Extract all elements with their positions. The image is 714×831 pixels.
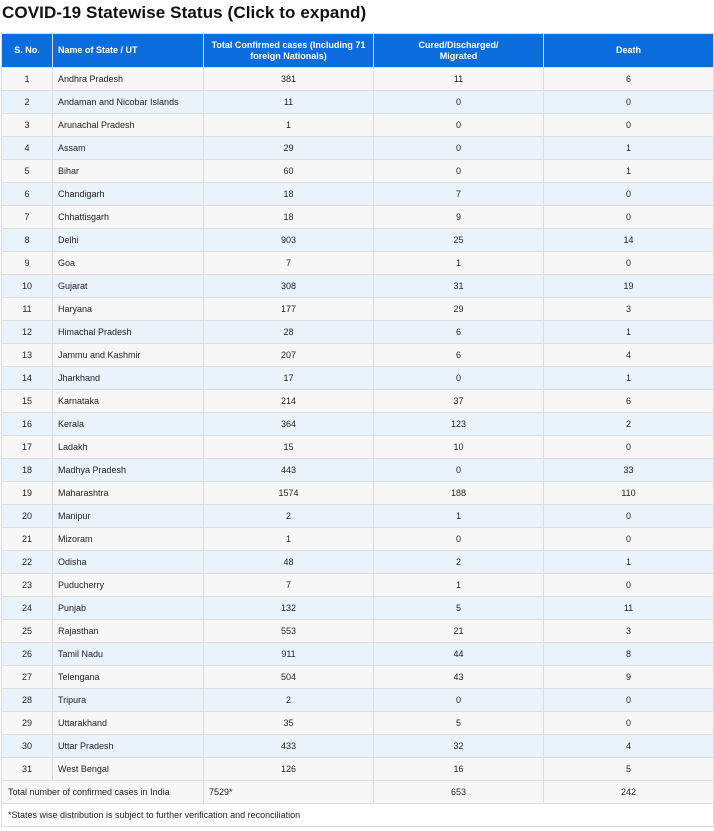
table-row [2,597,714,620]
cell-death: 3 [544,298,714,321]
cell-sno: 9 [2,252,53,275]
cell-sno: 16 [2,413,53,436]
column-header-state-name: Name of State / UT [53,34,204,68]
cell-sno: 21 [2,528,53,551]
cell-state-name: Maharashtra [53,482,204,505]
cell-sno: 13 [2,344,53,367]
cell-state-name: Puducherry [53,574,204,597]
cell-cured: 29 [374,298,544,321]
cell-confirmed: 443 [204,459,374,482]
table-row [2,528,714,551]
cell-death: 2 [544,413,714,436]
cell-death: 0 [544,91,714,114]
cell-cured: 6 [374,321,544,344]
cell-cured: 32 [374,735,544,758]
cell-sno: 5 [2,160,53,183]
cell-confirmed: 308 [204,275,374,298]
cell-death: 1 [544,160,714,183]
cell-state-name: Karnataka [53,390,204,413]
cell-death: 0 [544,436,714,459]
cell-death: 0 [544,689,714,712]
cell-confirmed: 18 [204,183,374,206]
cell-confirmed: 7 [204,252,374,275]
cell-state-name: Goa [53,252,204,275]
table-row [2,735,714,758]
cell-sno: 22 [2,551,53,574]
cell-cured: 2 [374,551,544,574]
cell-sno: 28 [2,689,53,712]
cell-death: 14 [544,229,714,252]
table-row [2,275,714,298]
cell-confirmed: 60 [204,160,374,183]
table-row [2,712,714,735]
cell-confirmed: 48 [204,551,374,574]
cell-sno: 10 [2,275,53,298]
cell-confirmed: 207 [204,344,374,367]
cell-sno: 7 [2,206,53,229]
cell-state-name: Himachal Pradesh [53,321,204,344]
cell-confirmed: 126 [204,758,374,781]
cell-death: 33 [544,459,714,482]
cell-death: 0 [544,114,714,137]
cell-state-name: Jammu and Kashmir [53,344,204,367]
total-cured: 653 [374,781,544,804]
cell-confirmed: 1 [204,114,374,137]
table-row [2,505,714,528]
cell-confirmed: 132 [204,597,374,620]
column-header-death: Death [544,34,714,68]
cell-state-name: Manipur [53,505,204,528]
table-row [2,689,714,712]
table-header-row [2,34,714,68]
cell-cured: 0 [374,137,544,160]
cell-confirmed: 381 [204,68,374,91]
table-row [2,298,714,321]
cell-confirmed: 7 [204,574,374,597]
cell-state-name: Tripura [53,689,204,712]
cell-cured: 6 [374,344,544,367]
column-header-sno: S. No. [2,34,53,68]
cell-state-name: Chhattisgarh [53,206,204,229]
footnote: *States wise distribution is subject to further verification and reconciliation [2,804,714,827]
cell-death: 19 [544,275,714,298]
cell-cured: 0 [374,367,544,390]
cell-cured: 44 [374,643,544,666]
cell-state-name: Andaman and Nicobar Islands [53,91,204,114]
cell-state-name: Haryana [53,298,204,321]
cell-sno: 1 [2,68,53,91]
column-header-cured [374,34,544,68]
statewise-status-table [1,33,714,827]
cell-death: 4 [544,735,714,758]
cell-sno: 26 [2,643,53,666]
cell-confirmed: 29 [204,137,374,160]
cell-sno: 11 [2,298,53,321]
cell-confirmed: 364 [204,413,374,436]
cell-confirmed: 433 [204,735,374,758]
footnote-row [2,804,714,827]
table-row [2,183,714,206]
cell-sno: 8 [2,229,53,252]
cell-death: 0 [544,528,714,551]
cell-death: 1 [544,551,714,574]
cell-confirmed: 1574 [204,482,374,505]
cell-cured: 0 [374,689,544,712]
table-row [2,459,714,482]
cell-state-name: Delhi [53,229,204,252]
cell-sno: 18 [2,459,53,482]
cell-death: 0 [544,206,714,229]
cell-sno: 2 [2,91,53,114]
cell-state-name: Odisha [53,551,204,574]
cell-cured: 43 [374,666,544,689]
cell-state-name: Chandigarh [53,183,204,206]
cell-cured: 0 [374,528,544,551]
table-row [2,206,714,229]
cell-state-name: Punjab [53,597,204,620]
cell-death: 1 [544,321,714,344]
table-row [2,666,714,689]
cell-cured: 9 [374,206,544,229]
cell-sno: 29 [2,712,53,735]
cell-cured: 37 [374,390,544,413]
cell-confirmed: 35 [204,712,374,735]
cell-death: 0 [544,574,714,597]
total-label: Total number of confirmed cases in India [2,781,204,804]
cell-sno: 4 [2,137,53,160]
cell-cured: 5 [374,597,544,620]
total-row [2,781,714,804]
column-header-cured-line2: Migrated [439,50,478,61]
cell-confirmed: 17 [204,367,374,390]
table-row [2,137,714,160]
cell-cured: 7 [374,183,544,206]
cell-confirmed: 504 [204,666,374,689]
table-row [2,114,714,137]
cell-state-name: Uttarakhand [53,712,204,735]
cell-sno: 17 [2,436,53,459]
cell-state-name: Rajasthan [53,620,204,643]
cell-confirmed: 911 [204,643,374,666]
cell-sno: 3 [2,114,53,137]
cell-sno: 12 [2,321,53,344]
cell-state-name: Jharkhand [53,367,204,390]
cell-death: 11 [544,597,714,620]
table-row [2,229,714,252]
table-row [2,321,714,344]
cell-death: 6 [544,68,714,91]
cell-sno: 14 [2,367,53,390]
cell-cured: 31 [374,275,544,298]
cell-sno: 30 [2,735,53,758]
cell-death: 0 [544,183,714,206]
table-row [2,252,714,275]
cell-cured: 0 [374,459,544,482]
cell-sno: 19 [2,482,53,505]
cell-state-name: West Bengal [53,758,204,781]
table-row [2,482,714,505]
cell-cured: 11 [374,68,544,91]
page-title[interactable]: COVID-19 Statewise Status (Click to expand) [2,3,367,22]
cell-confirmed: 553 [204,620,374,643]
cell-confirmed: 11 [204,91,374,114]
table-row [2,68,714,91]
cell-cured: 188 [374,482,544,505]
table-row [2,643,714,666]
table-body [2,68,714,827]
cell-death: 0 [544,252,714,275]
cell-sno: 27 [2,666,53,689]
table-row [2,344,714,367]
table-row [2,367,714,390]
cell-death: 9 [544,666,714,689]
cell-sno: 25 [2,620,53,643]
cell-cured: 1 [374,574,544,597]
cell-state-name: Tamil Nadu [53,643,204,666]
cell-sno: 20 [2,505,53,528]
cell-confirmed: 2 [204,505,374,528]
cell-cured: 10 [374,436,544,459]
cell-death: 1 [544,367,714,390]
cell-confirmed: 1 [204,528,374,551]
cell-confirmed: 214 [204,390,374,413]
column-header-confirmed [204,34,374,68]
cell-confirmed: 15 [204,436,374,459]
cell-state-name: Kerala [53,413,204,436]
cell-death: 8 [544,643,714,666]
cell-cured: 0 [374,114,544,137]
cell-state-name: Mizoram [53,528,204,551]
cell-state-name: Andhra Pradesh [53,68,204,91]
cell-cured: 1 [374,252,544,275]
column-header-confirmed-line1: Total Confirmed cases (Including 71 [211,39,366,50]
table-row [2,413,714,436]
table-row [2,551,714,574]
cell-cured: 123 [374,413,544,436]
cell-state-name: Ladakh [53,436,204,459]
cell-cured: 0 [374,160,544,183]
column-header-cured-line1: Cured/Discharged/ [418,39,499,50]
cell-cured: 1 [374,505,544,528]
table-row [2,160,714,183]
table-row [2,390,714,413]
cell-death: 1 [544,137,714,160]
cell-sno: 24 [2,597,53,620]
cell-state-name: Gujarat [53,275,204,298]
table-row [2,436,714,459]
cell-death: 0 [544,505,714,528]
table-row [2,620,714,643]
column-header-confirmed-line2: foreign Nationals) [250,50,327,61]
cell-sno: 15 [2,390,53,413]
cell-state-name: Bihar [53,160,204,183]
cell-state-name: Uttar Pradesh [53,735,204,758]
cell-state-name: Madhya Pradesh [53,459,204,482]
cell-sno: 23 [2,574,53,597]
cell-death: 0 [544,712,714,735]
cell-sno: 6 [2,183,53,206]
cell-confirmed: 177 [204,298,374,321]
cell-cured: 0 [374,91,544,114]
cell-death: 110 [544,482,714,505]
total-confirmed: 7529* [204,781,374,804]
cell-death: 6 [544,390,714,413]
cell-cured: 25 [374,229,544,252]
table-row [2,574,714,597]
cell-state-name: Assam [53,137,204,160]
cell-confirmed: 903 [204,229,374,252]
cell-sno: 31 [2,758,53,781]
cell-cured: 16 [374,758,544,781]
cell-confirmed: 18 [204,206,374,229]
cell-cured: 5 [374,712,544,735]
cell-state-name: Telengana [53,666,204,689]
cell-death: 5 [544,758,714,781]
cell-death: 4 [544,344,714,367]
cell-state-name: Arunachal Pradesh [53,114,204,137]
cell-death: 3 [544,620,714,643]
total-death: 242 [544,781,714,804]
cell-confirmed: 28 [204,321,374,344]
table-row [2,758,714,781]
cell-confirmed: 2 [204,689,374,712]
table-row [2,91,714,114]
cell-cured: 21 [374,620,544,643]
